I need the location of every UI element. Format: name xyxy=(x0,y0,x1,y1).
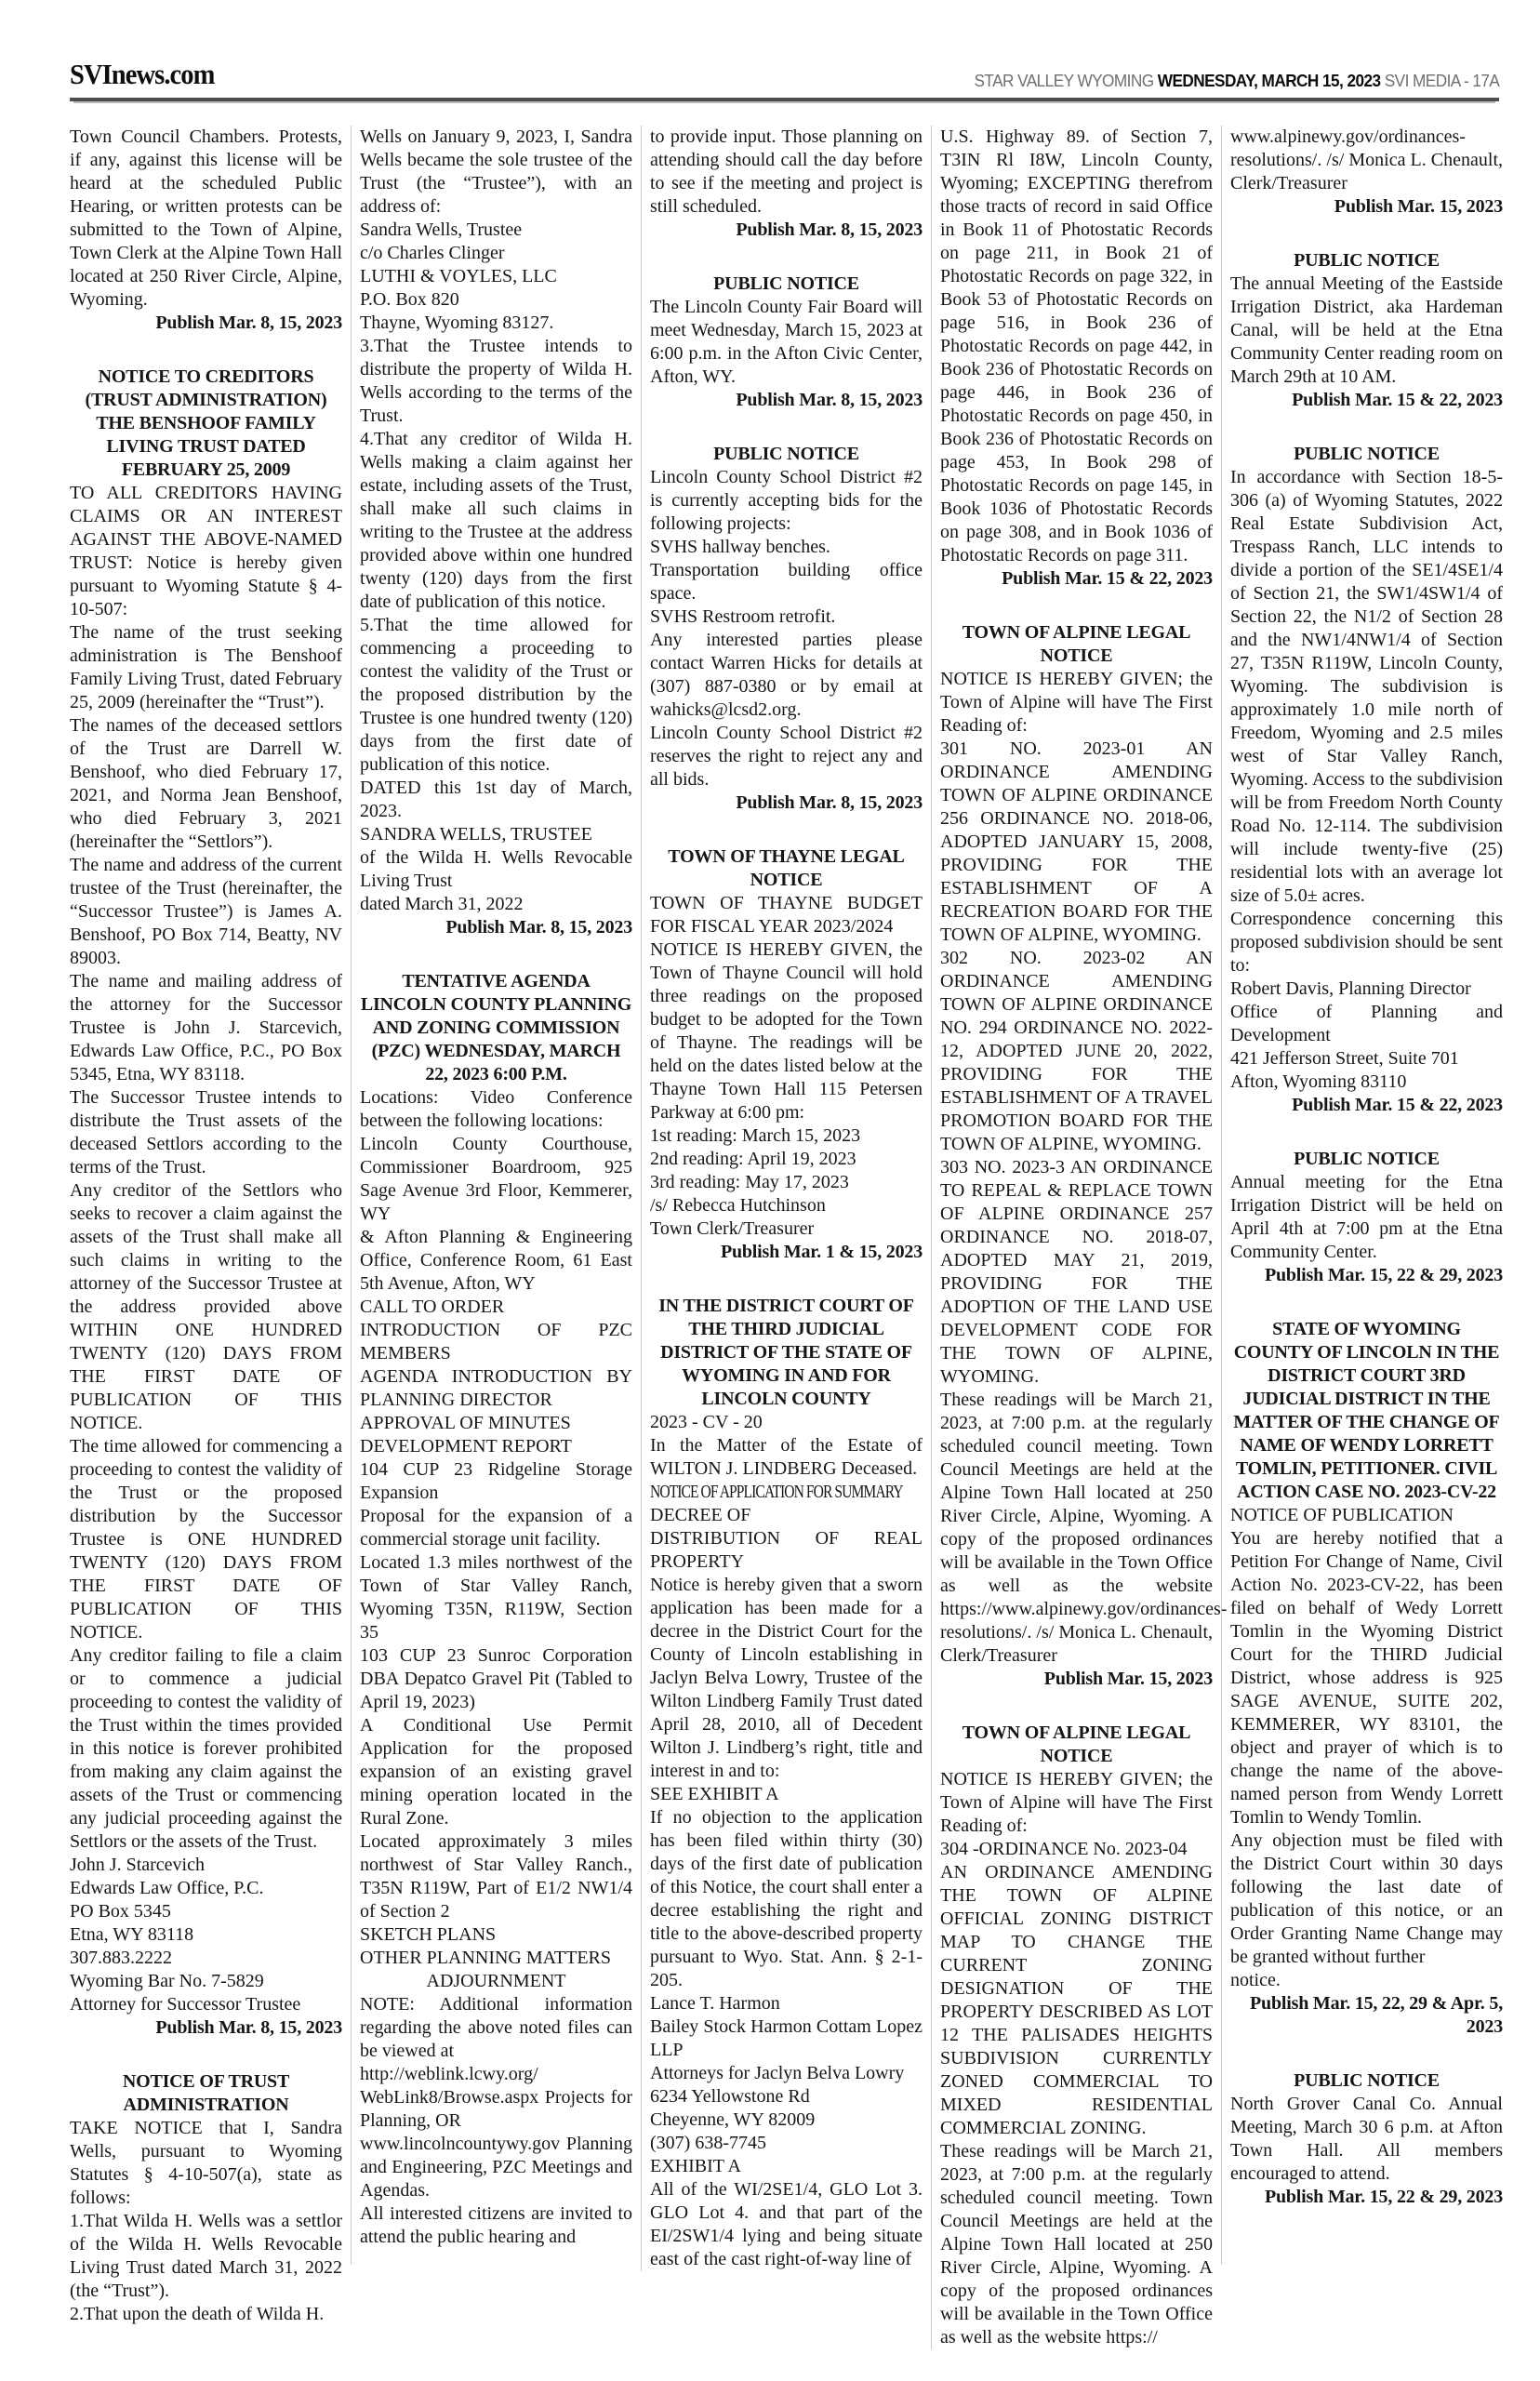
notice-paragraph: Afton, Wyoming 83110 xyxy=(1230,1071,1407,1092)
notice-paragraph: 307.883.2222 xyxy=(70,1948,172,1968)
notice-paragraph: & Afton Planning & Engineering Office, Conference Room, 61 East 5th Avenue, Afton, WY xyxy=(360,1227,632,1294)
notice-paragraph: LUTHI & VOYLES, LLC xyxy=(360,266,557,286)
notice-paragraph: 301 NO. 2023-01 AN ORDINANCE AMENDING TOWN OF ALPINE ORDINANCE 256 ORDINANCE NO. 2018-06, ADOPTED JANUARY 15, 2008, PROVIDING FOR THE ESTABLISHMENT OF A RECREATION BOARD FOR THE TOWN OF ALPINE, WYOMING. xyxy=(940,738,1213,945)
notice-paragraph: 5.That the time allowed for commencing a proceeding to contest the validity of the Trust or the proposed distribution by the Trustee is one hundred twenty (120) days from the first date of publication of this notice. xyxy=(360,615,632,775)
dateline-location: STAR VALLEY WYOMING xyxy=(974,71,1158,90)
notice-paragraph: 304 -ORDINANCE No. 2023-04 xyxy=(940,1839,1188,1859)
notice-paragraph: (307) 638-7745 xyxy=(650,2133,766,2153)
column-5 xyxy=(1221,126,1503,2265)
notice-paragraph: Town Council Chambers. Protests, if any, against this license will be heard at the scheduled Public Hearing, or written protests can be submitted to the Town of Alpine, Town Clerk at the Alpine Town Hall located at 250 River Circle, Alpine, Wyoming. xyxy=(70,126,342,310)
notice-heading: TOWN OF ALPINE LEGAL NOTICE xyxy=(962,1723,1191,1766)
publish-line: Publish Mar. 15, 22 & 29, 2023 xyxy=(1264,1265,1503,1285)
notice-paragraph: 104 CUP 23 Ridgeline Storage Expansion xyxy=(360,1459,632,1503)
notice-heading: PUBLIC NOTICE xyxy=(713,444,859,464)
notice-paragraph: The Lincoln County Fair Board will meet Wednesday, March 15, 2023 at 6:00 p.m. in the Afton Civic Center, Afton, WY. xyxy=(650,297,923,387)
notice-paragraph: SKETCH PLANS xyxy=(360,1924,497,1945)
notice-paragraph: Office of Planning and Development xyxy=(1230,1002,1503,1045)
notice-paragraph: NOTICE IS HEREBY GIVEN; the Town of Alpine will have The First Reading of: xyxy=(940,669,1213,736)
notice-paragraph: Lance T. Harmon xyxy=(650,1993,780,2014)
notice-paragraph: The time allowed for commencing a proceeding to contest the validity of the Trust or the proposed distribution by the Successor Trustee is ONE HUNDRED TWENTY (120) DAYS FROM THE FIRST DATE OF PUBLICATION OF THIS NOTICE. xyxy=(70,1436,342,1643)
notice-heading: IN THE DISTRICT COURT OF THE THIRD JUDICIAL DISTRICT OF THE STATE OF WYOMING IN AND FOR LINCOLN COUNTY xyxy=(658,1296,914,1409)
notice-paragraph: www.alpinewy.gov/ordinances-resolutions/. /s/ Monica L. Chenault, Clerk/Treasurer xyxy=(1230,126,1503,193)
notice-paragraph: SVHS Restroom retrofit. xyxy=(650,606,836,627)
notice-paragraph: P.O. Box 820 xyxy=(360,289,459,310)
notice-paragraph: Lincoln County School District #2 reserves the right to reject any and all bids. xyxy=(650,723,923,790)
notice-heading: TENTATIVE AGENDA LINCOLN COUNTY PLANNING AND ZONING COMMISSION (PZC) WEDNESDAY, MARCH 22, 2023 6:00 P.M. xyxy=(360,971,632,1084)
notice-paragraph: notice. xyxy=(1230,1970,1281,1990)
publish-line: Publish Mar. 15 & 22, 2023 xyxy=(1292,1095,1503,1115)
notice-paragraph: NOTICE IS HEREBY GIVEN; the Town of Alpine will have The First Reading of: xyxy=(940,1769,1213,1836)
notice-centered-line: ADJOURNMENT xyxy=(426,1971,566,1991)
legal-notices-columns xyxy=(70,126,1503,2349)
notice-paragraph: All interested citizens are invited to attend the public hearing and xyxy=(360,2203,632,2247)
notice-paragraph: 103 CUP 23 Sunroc Corporation DBA Depatco Gravel Pit (Tabled to April 19, 2023) xyxy=(360,1645,632,1712)
notice-heading: PUBLIC NOTICE xyxy=(713,273,859,294)
notice-paragraph: 3rd reading: May 17, 2023 xyxy=(650,1172,849,1192)
notice-paragraph: TAKE NOTICE that I, Sandra Wells, pursuant to Wyoming Statutes § 4-10-507(a), state as follows: xyxy=(70,2118,342,2208)
notice-paragraph: North Grover Canal Co. Annual Meeting, March 30 6 p.m. at Afton Town Hall. All members encouraged to attend. xyxy=(1230,2094,1503,2184)
publish-line: Publish Mar. 15 & 22, 2023 xyxy=(1292,390,1503,410)
notice-heading: NOTICE TO CREDITORS (TRUST ADMINISTRATION) THE BENSHOOF FAMILY LIVING TRUST DATED FEBRUARY 25, 2009 xyxy=(85,366,327,480)
notice-paragraph: Thayne, Wyoming 83127. xyxy=(360,313,554,333)
notice-paragraph: These readings will be March 21, 2023, at 7:00 p.m. at the regularly scheduled council meeting. Town Council Meetings are held at the Alpine Town Hall located at 250 River Circle, Alpine, Wyoming. A copy of the proposed ordinances will be available in the Town Office as well as the website https://www.alpinewy.gov/ordinances-resolutions/. /s/ Monica L. Chenault, Clerk/Treasurer xyxy=(940,1390,1228,1666)
notice-heading: PUBLIC NOTICE xyxy=(1294,1149,1440,1169)
publish-line: Publish Mar. 8, 15, 2023 xyxy=(155,313,342,333)
notice-paragraph: Any creditor failing to file a claim or to commence a judicial proceeding to contest the validity of the Trust within the times provided in this notice is forever prohibited from making any claim against the assets of the Trust or commencing any judicial proceeding against the Settlors or the assets of the Trust. xyxy=(70,1645,342,1852)
column-2 xyxy=(351,126,632,2265)
dateline xyxy=(974,71,1499,91)
notice-paragraph: If no objection to the application has been filed within thirty (30) days of the first date of publication of this Notice, the court shall enter a decree establishing the right and title to the above-described property pursuant to Wyo. Stat. Ann. § 2-1-205. xyxy=(650,1807,923,1990)
notice-paragraph: In accordance with Section 18-5-306 (a) of Wyoming Statutes, 2022 Real Estate Subdivision Act, Trespass Ranch, LLC intends to divide a portion of the SE1/4SE1/4 of Section 21, the SW1/4SW1/4 of Section 22, the N1/2 of Section 28 and the NW1/4NW1/4 of Section 27, T35N R119W, Lincoln County, Wyoming. The subdivision is approximately 1.0 mile north of Freedom, Wyoming and 2.5 miles west of Star Valley Ranch, Wyoming. Access to the subdivision will be from Freedom North County Road No. 12-114. The subdivision will include twenty-five (25) residential lots with an average lot size of 5.0± acres. xyxy=(1230,467,1503,906)
notice-paragraph: Annual meeting for the Etna Irrigation District will be held on April 4th at 7:00 pm at the Etna Community Center. xyxy=(1230,1172,1503,1262)
column-3 xyxy=(641,126,923,2271)
notice-paragraph: NOTICE OF PUBLICATION xyxy=(1230,1505,1454,1525)
notice-paragraph: SVHS hallway benches. xyxy=(650,537,830,557)
notice-paragraph: 4.That any creditor of Wilda H. Wells making a claim against her estate, including assets of the Trust, shall make all such claims in writing to the Trustee at the address provided above within one hundred twenty (120) days from the first date of publication of this notice. xyxy=(360,429,632,612)
notice-paragraph: Locations: Video Conference between the following locations: xyxy=(360,1087,632,1131)
notice-paragraph: The name of the trust seeking administration is The Benshoof Family Living Trust, dated February 25, 2009 (hereinafter the “Trust”). xyxy=(70,622,342,712)
notice-paragraph: Any creditor of the Settlors who seeks to recover a claim against the assets of the Trust shall make all such claims in writing to the attorney of the Successor Trustee at the address provided above WITHIN ONE HUNDRED TWENTY (120) DAYS FROM THE FIRST DATE OF PUBLICATION OF THIS NOTICE. xyxy=(70,1180,342,1433)
notice-paragraph: These readings will be March 21, 2023, at 7:00 p.m. at the regularly scheduled council meeting. Town Council Meetings are held at the Alpine Town Hall located at 250 River Circle, Alpine, Wyoming. A copy of the proposed ordinances will be available in the Town Office as well as the website https:// xyxy=(940,2141,1213,2348)
notice-paragraph: Robert Davis, Planning Director xyxy=(1230,978,1471,999)
notice-paragraph: The name and mailing address of the attorney for the Successor Trustee is John J. Starcevich, Edwards Law Office, P.C., PO Box 5345, Etna, WY 83118. xyxy=(70,971,342,1084)
notice-paragraph: Attorney for Successor Trustee xyxy=(70,1994,301,2015)
notice-paragraph: Notice is hereby given that a sworn application has been made for a decree in the District Court for the County of Lincoln establishing in Jaclyn Belva Lowry, Trustee of the Wilton Lindberg Family Trust dated April 28, 2010, all of Decedent Wilton J. Lindberg’s right, title and interest in and to: xyxy=(650,1575,923,1781)
notice-paragraph: CALL TO ORDER xyxy=(360,1297,505,1317)
notice-paragraph: 303 NO. 2023-3 AN ORDINANCE TO REPEAL & REPLACE TOWN OF ALPINE ORDINANCE 257 ORDINANCE NO. 2018-07, ADOPTED MAY 21, 2019, PROVIDING FOR THE ADOPTION OF THE LAND USE DEVELOPMENT CODE FOR THE TOWN OF ALPINE, WYOMING. xyxy=(940,1157,1213,1387)
notice-paragraph: John J. Starcevich xyxy=(70,1855,205,1875)
notice-paragraph: to provide input. Those planning on attending should call the day before to see if the meeting and project is still scheduled. xyxy=(650,126,923,217)
notice-paragraph: 2.That upon the death of Wilda H. xyxy=(70,2304,325,2324)
notice-paragraph: The names of the deceased settlors of the Trust are Darrell W. Benshoof, who died February 17, 2021, and Norma Jean Benshoof, who died February 3, 2021 (hereinafter the “Settlors”). xyxy=(70,715,342,852)
dateline-date: WEDNESDAY, MARCH 15, 2023 xyxy=(1157,71,1381,90)
notice-paragraph: /s/ Rebecca Hutchinson xyxy=(650,1195,826,1216)
notice-paragraph: Bailey Stock Harmon Cottam Lopez LLP xyxy=(650,2016,923,2060)
notice-paragraph: 1st reading: March 15, 2023 xyxy=(650,1125,861,1146)
notice-paragraph: NOTICE IS HEREBY GIVEN, the Town of Thayne Council will hold three readings on the proposed budget to be adopted for the Town of Thayne. The readings will be held on the dates listed below at the Thayne Town Hall 115 Petersen Parkway at 6:00 pm: xyxy=(650,939,923,1123)
publish-line: Publish Mar. 15, 22, 29 & Apr. 5, 2023 xyxy=(1250,1993,1503,2037)
notice-paragraph: 6234 Yellowstone Rd xyxy=(650,2086,810,2107)
notice-paragraph: EXHIBIT A xyxy=(650,2156,741,2176)
notice-paragraph: TO ALL CREDITORS HAVING CLAIMS OR AN INTEREST AGAINST THE ABOVE-NAMED TRUST: Notice is hereby given pursuant to Wyoming Statute § 4-10-507: xyxy=(70,483,342,619)
notice-paragraph: The name and address of the current trustee of the Trust (hereinafter, the “Successor Trustee”) is James A. Benshoof, PO Box 714, Beatty, NV 89003. xyxy=(70,855,342,968)
notice-paragraph: Etna, WY 83118 xyxy=(70,1924,194,1945)
publish-line: Publish Mar. 8, 15, 2023 xyxy=(445,917,632,938)
notice-paragraph: Transportation building office space. xyxy=(650,560,923,604)
notice-paragraph: Sandra Wells, Trustee xyxy=(360,219,523,240)
notice-heading: NOTICE OF TRUST ADMINISTRATION xyxy=(122,2071,290,2115)
notice-paragraph: of the Wilda H. Wells Revocable Living Trust xyxy=(360,847,632,891)
notice-paragraph: Correspondence concerning this proposed subdivision should be sent to: xyxy=(1230,909,1503,976)
publish-line: Publish Mar. 15, 2023 xyxy=(1043,1669,1213,1689)
notice-paragraph: AN ORDINANCE AMENDING THE TOWN OF ALPINE OFFICIAL ZONING DISTRICT MAP TO CHANGE THE CURRENT ZONING DESIGNATION OF THE PROPERTY DESCRIBED AS LOT 12 THE PALISADES HEIGHTS SUBDIVISION CURRENTLY ZONED COMMERCIAL TO MIXED RESIDENTIAL COMMERCIAL ZONING. xyxy=(940,1862,1213,2138)
notice-paragraph: Wyoming Bar No. 7-5829 xyxy=(70,1971,264,1991)
notice-paragraph: Town Clerk/Treasurer xyxy=(650,1218,815,1239)
notice-paragraph: INTRODUCTION OF PZC MEMBERS xyxy=(360,1320,632,1363)
notice-paragraph: 2023 - CV - 20 xyxy=(650,1412,763,1432)
notice-heading: PUBLIC NOTICE xyxy=(1294,444,1440,464)
notice-paragraph: 302 NO. 2023-02 AN ORDINANCE AMENDING TOWN OF ALPINE ORDINANCE NO. 294 ORDINANCE NO. 2022-12, ADOPTED JUNE 20, 2022, PROVIDING FOR THE ESTABLISHMENT OF A TRAVEL PROMOTION BOARD FOR THE TOWN OF ALPINE, WYOMING. xyxy=(940,948,1213,1154)
publish-line: Publish Mar. 15, 2023 xyxy=(1334,196,1503,217)
notice-paragraph: SEE EXHIBIT A xyxy=(650,1784,779,1804)
notice-paragraph: 2nd reading: April 19, 2023 xyxy=(650,1149,856,1169)
notice-paragraph: Any interested parties please contact Warren Hicks for details at (307) 887-0380 or by email at wahicks@lcsd2.org. xyxy=(650,630,923,720)
notice-paragraph: TOWN OF THAYNE BUDGET FOR FISCAL YEAR 2023/2024 xyxy=(650,893,923,937)
notice-paragraph: 421 Jefferson Street, Suite 701 xyxy=(1230,1048,1459,1069)
masthead xyxy=(70,0,1499,101)
notice-paragraph: Edwards Law Office, P.C. xyxy=(70,1878,264,1898)
site-name: SVInews.com xyxy=(70,58,215,90)
publish-line: Publish Mar. 1 & 15, 2023 xyxy=(720,1242,923,1262)
notice-paragraph: NOTE: Additional information regarding the above noted files can be viewed at xyxy=(360,1994,632,2061)
notice-paragraph: 1.That Wilda H. Wells was a settlor of the Wilda H. Wells Revocable Living Trust dated March 31, 2022 (the “Trust”). xyxy=(70,2211,342,2301)
notice-heading: STATE OF WYOMING COUNTY OF LINCOLN IN THE DISTRICT COURT 3RD JUDICIAL DISTRICT IN THE MATTER OF THE CHANGE OF NAME OF WENDY LORRETT TOMLIN, PETITIONER. CIVIL ACTION CASE NO. 2023-CV-22 xyxy=(1233,1319,1500,1502)
notice-paragraph: U.S. Highway 89. of Section 7, T3IN Rl I8W, Lincoln County, Wyoming; EXCEPTING therefrom those tracts of record in said Office in Book 11 of Photostatic Records on page 211, in Book 21 of Photostatic Records on page 322, in Book 53 of Photostatic Records on page 516, in Book 236 of Photostatic Records on page 442, in Book 236 of Photostatic Records on page 446, in Book 236 of Photostatic Records on page 450, in Book 236 of Photostatic Records on page 453, In Book 298 of Photostatic Records on page 145, in Book 1036 of Photostatic Records on page 308, and in Book 1036 of Photostatic Records on page 311. xyxy=(940,126,1213,565)
notice-paragraph: You are hereby notified that a Petition For Change of Name, Civil Action No. 2023-CV-22, has been filed on behalf of Wedy Lorrett Tomlin in the Wyoming District Court for the THIRD Judicial District, whose address is 925 SAGE AVENUE, SUITE 202, KEMMERER, WY 83101, the object and prayer of which is to change the name of the above-named person from Wendy Lorrett Tomlin to Wendy Tomlin. xyxy=(1230,1528,1503,1828)
notice-heading: TOWN OF ALPINE LEGAL NOTICE xyxy=(962,622,1191,666)
notice-heading: PUBLIC NOTICE xyxy=(1294,2070,1440,2091)
notice-paragraph: AGENDA INTRODUCTION BY PLANNING DIRECTOR xyxy=(360,1366,632,1410)
notice-heading: PUBLIC NOTICE xyxy=(1294,250,1440,271)
notice-paragraph: SANDRA WELLS, TRUSTEE xyxy=(360,824,592,845)
notice-paragraph: OTHER PLANNING MATTERS xyxy=(360,1948,611,1968)
notice-paragraph: Proposal for the expansion of a commercial storage unit facility. xyxy=(360,1506,632,1550)
notice-paragraph: NOTICE OF APPLICATION FOR SUMMARY xyxy=(650,1482,903,1502)
notice-paragraph: The annual Meeting of the Eastside Irrigation District, aka Hardeman Canal, will be held at the Etna Community Center reading room on March 29th at 10 AM. xyxy=(1230,273,1503,387)
publish-line: Publish Mar. 15 & 22, 2023 xyxy=(1002,568,1213,589)
notice-heading: TOWN OF THAYNE LEGAL NOTICE xyxy=(668,846,905,890)
notice-paragraph: In the Matter of the Estate of WILTON J. LINDBERG Deceased. xyxy=(650,1435,923,1479)
notice-paragraph: Cheyenne, WY 82009 xyxy=(650,2109,816,2130)
notice-paragraph: Any objection must be filed with the District Court within 30 days following the last date of publication of this notice, or an Order Granting Name Change may be granted without further xyxy=(1230,1830,1503,1967)
publish-line: Publish Mar. 8, 15, 2023 xyxy=(155,2017,342,2038)
notice-paragraph: DATED this 1st day of March, 2023. xyxy=(360,778,632,821)
notice-paragraph: c/o Charles Clinger xyxy=(360,243,505,263)
dateline-edition: SVI MEDIA - 17A xyxy=(1380,71,1499,90)
notice-paragraph: http://weblink.lcwy.org/ WebLink8/Browse.aspx Projects for Planning, OR xyxy=(360,2064,632,2131)
notice-paragraph: Lincoln County School District #2 is currently accepting bids for the following projects: xyxy=(650,467,923,534)
notice-paragraph: Lincoln County Courthouse, Commissioner Boardroom, 925 Sage Avenue 3rd Floor, Kemmerer, WY xyxy=(360,1134,632,1224)
notice-paragraph: Wells on January 9, 2023, I, Sandra Wells became the sole trustee of the Trust (the “Trustee”), with an address of: xyxy=(360,126,632,217)
notice-paragraph: 3.That the Trustee intends to distribute the property of Wilda H. Wells according to the terms of the Trust. xyxy=(360,336,632,426)
column-1 xyxy=(70,126,342,2326)
column-4 xyxy=(931,126,1228,2349)
notice-paragraph: The Successor Trustee intends to distribute the Trust assets of the deceased Settlors according to the terms of the Trust. xyxy=(70,1087,342,1177)
notice-paragraph: www.lincolncountywy.gov Planning and Engineering, PZC Meetings and Agendas. xyxy=(360,2134,632,2201)
notice-paragraph: APPROVAL OF MINUTES xyxy=(360,1413,571,1433)
notice-paragraph: A Conditional Use Permit Application for the proposed expansion of an existing gravel mining operation located in the Rural Zone. xyxy=(360,1715,632,1829)
notice-paragraph: Located 1.3 miles northwest of the Town of Star Valley Ranch, Wyoming T35N, R119W, Section 35 xyxy=(360,1552,632,1643)
notice-paragraph: PO Box 5345 xyxy=(70,1901,171,1922)
notice-paragraph: Located approximately 3 miles northwest of Star Valley Ranch., T35N R119W, Part of E1/2 NW1/4 of Section 2 xyxy=(360,1831,632,1922)
notice-paragraph: DECREE OF xyxy=(650,1505,751,1525)
notice-paragraph: Attorneys for Jaclyn Belva Lowry xyxy=(650,2063,905,2083)
notice-paragraph: All of the WI/2SE1/4, GLO Lot 3. GLO Lot 4. and that part of the EI/2SW1/4 lying and being situate east of the cast right-of-way line of xyxy=(650,2179,923,2269)
publish-line: Publish Mar. 8, 15, 2023 xyxy=(736,219,923,240)
publish-line: Publish Mar. 15, 22 & 29, 2023 xyxy=(1264,2187,1503,2207)
notice-paragraph: DISTRIBUTION OF REAL PROPERTY xyxy=(650,1528,923,1572)
notice-paragraph: dated March 31, 2022 xyxy=(360,894,524,914)
publish-line: Publish Mar. 8, 15, 2023 xyxy=(736,390,923,410)
publish-line: Publish Mar. 8, 15, 2023 xyxy=(736,792,923,813)
notice-paragraph: DEVELOPMENT REPORT xyxy=(360,1436,572,1457)
